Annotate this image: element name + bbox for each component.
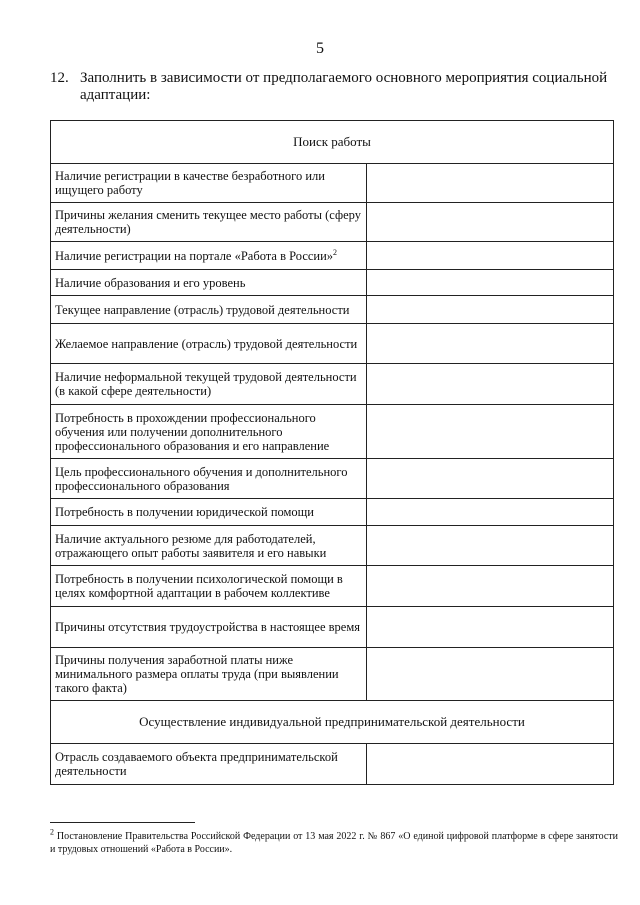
table-row [51, 242, 614, 270]
table-row [51, 744, 614, 785]
row-label: Причины получения заработной платы ниже минимального размера оплаты труда (при выявлении такого факта) [51, 648, 367, 701]
item-text-line2: адаптации: [80, 87, 151, 103]
answer-field[interactable] [367, 648, 614, 701]
answer-field[interactable] [367, 744, 614, 785]
answer-field[interactable] [367, 270, 614, 296]
page-number: 5 [316, 40, 324, 57]
form-table [50, 120, 614, 785]
table-row [51, 459, 614, 499]
row-label: Текущее направление (отрасль) трудовой деятельности [51, 296, 367, 324]
answer-field[interactable] [367, 296, 614, 324]
item-text-line1: Заполнить в зависимости от предполагаемого основного мероприятия социальной [80, 70, 608, 86]
footnote-ref: 2 [333, 247, 338, 257]
answer-field[interactable] [367, 566, 614, 607]
answer-field[interactable] [367, 364, 614, 405]
table-row [51, 648, 614, 701]
answer-field[interactable] [367, 203, 614, 242]
row-label [51, 242, 367, 270]
row-label: Потребность в получении юридической помощи [51, 499, 367, 526]
footnote-divider [50, 822, 195, 823]
answer-field[interactable] [367, 405, 614, 459]
answer-field[interactable] [367, 459, 614, 499]
item-heading [50, 70, 620, 104]
row-label: Отрасль создаваемого объекта предпринимательской деятельности [51, 744, 367, 785]
footnote-text: Постановление Правительства Российской Федерации от 13 мая 2022 г. № 867 «О единой цифровой платформе в сфере занятости и трудовых отношений «Работа в России». [50, 831, 619, 855]
row-label: Причины желания сменить текущее место работы (сферу деятельности) [51, 203, 367, 242]
table-row [51, 405, 614, 459]
row-label: Наличие актуального резюме для работодателей, отражающего опыт работы заявителя и его навыки [51, 526, 367, 566]
row-label: Желаемое направление (отрасль) трудовой деятельности [51, 324, 367, 364]
row-label: Наличие неформальной текущей трудовой деятельности (в какой сфере деятельности) [51, 364, 367, 405]
section-title-entrepreneurship: Осуществление индивидуальной предпринимательской деятельности [51, 701, 614, 744]
row-label: Наличие регистрации в качестве безработного или ищущего работу [51, 164, 367, 203]
row-label-text: Наличие регистрации на портале «Работа в России» [55, 248, 334, 263]
table-row [51, 296, 614, 324]
table-row [51, 164, 614, 203]
footnote [50, 827, 619, 856]
answer-field[interactable] [367, 526, 614, 566]
section-title-job-search: Поиск работы [51, 121, 614, 164]
answer-field[interactable] [367, 242, 614, 270]
table-row [51, 270, 614, 296]
row-label: Потребность в получении психологической помощи в целях комфортной адаптации в рабочем коллективе [51, 566, 367, 607]
row-label: Причины отсутствия трудоустройства в настоящее время [51, 607, 367, 648]
table-row [51, 566, 614, 607]
item-number: 12. [50, 70, 69, 86]
table-row [51, 499, 614, 526]
answer-field[interactable] [367, 499, 614, 526]
footnote-marker: 2 [50, 827, 54, 837]
table-row [51, 324, 614, 364]
table-row [51, 607, 614, 648]
answer-field[interactable] [367, 164, 614, 203]
row-label: Потребность в прохождении профессионального обучения или получении дополнительного профессионального образования и его направление [51, 405, 367, 459]
table-row [51, 203, 614, 242]
answer-field[interactable] [367, 324, 614, 364]
row-label: Наличие образования и его уровень [51, 270, 367, 296]
answer-field[interactable] [367, 607, 614, 648]
row-label: Цель профессионального обучения и дополнительного профессионального образования [51, 459, 367, 499]
table-row [51, 526, 614, 566]
table-row [51, 364, 614, 405]
